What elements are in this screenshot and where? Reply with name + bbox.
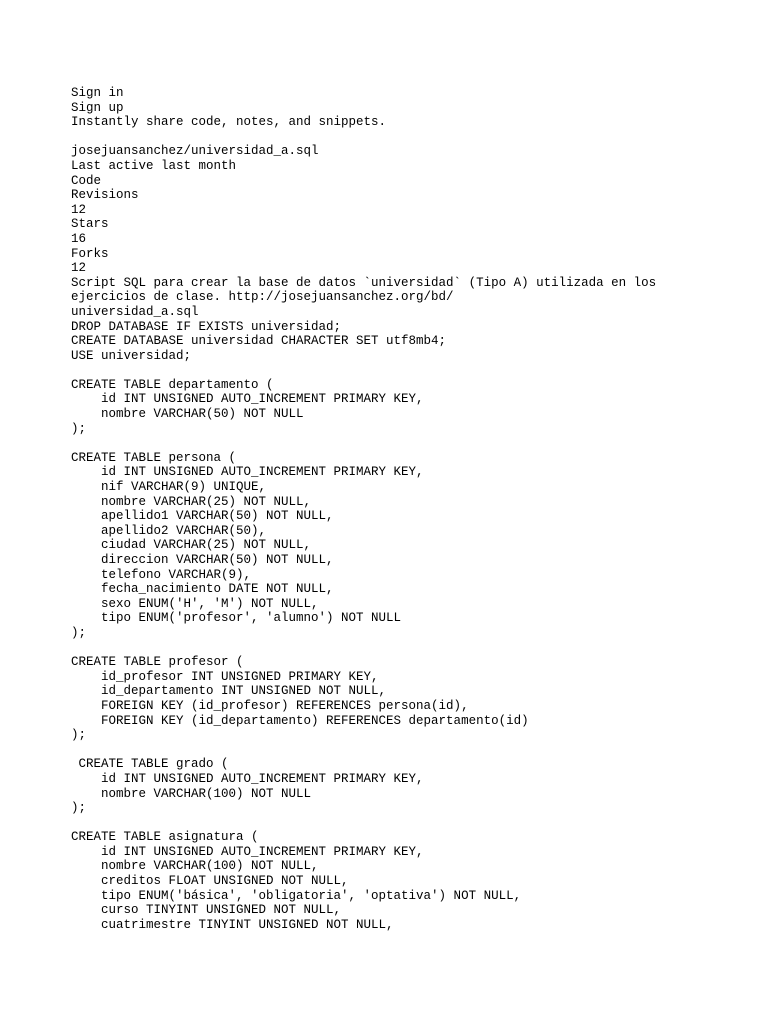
code-line: CREATE DATABASE universidad CHARACTER SET utf8mb4;	[71, 334, 447, 349]
code-line: cuatrimestre TINYINT UNSIGNED NOT NULL,	[71, 917, 394, 932]
code-line: id INT UNSIGNED AUTO_INCREMENT PRIMARY KEY,	[71, 771, 424, 786]
code-line: creditos FLOAT UNSIGNED NOT NULL,	[71, 874, 349, 889]
code-line: nombre VARCHAR(100) NOT NULL	[71, 786, 312, 801]
tab-revisions[interactable]: Revisions	[71, 188, 139, 203]
sign-in-link[interactable]: Sign in	[71, 86, 124, 100]
code-block	[71, 320, 751, 933]
code-line: apellido2 VARCHAR(50),	[71, 523, 267, 538]
code-line: );	[71, 801, 87, 816]
tab-stars[interactable]: Stars	[71, 217, 109, 232]
file-name-link[interactable]: universidad_a.sql	[71, 304, 199, 319]
gist-description-line-1: Script SQL para crear la base de datos `universidad` (Tipo A) utilizada en los	[71, 275, 657, 290]
code-line: ciudad VARCHAR(25) NOT NULL,	[71, 538, 312, 553]
code-line	[71, 641, 751, 656]
spacer	[71, 130, 751, 145]
code-line: nombre VARCHAR(25) NOT NULL,	[71, 494, 312, 509]
code-line	[71, 816, 751, 831]
code-line: CREATE TABLE grado (	[71, 757, 229, 772]
code-line: FOREIGN KEY (id_departamento) REFERENCES departamento(id)	[71, 713, 529, 728]
code-line: telefono VARCHAR(9),	[71, 567, 252, 582]
code-line: nombre VARCHAR(100) NOT NULL,	[71, 859, 319, 874]
code-line: tipo ENUM('básica', 'obligatoria', 'optativa') NOT NULL,	[71, 888, 522, 903]
code-line: FOREIGN KEY (id_profesor) REFERENCES persona(id),	[71, 698, 469, 713]
revisions-count: 12	[71, 202, 87, 217]
gist-page	[71, 86, 751, 932]
last-active-text: Last active last month	[71, 158, 237, 173]
code-line: );	[71, 421, 87, 436]
code-line: id_profesor INT UNSIGNED PRIMARY KEY,	[71, 669, 379, 684]
code-line: nombre VARCHAR(50) NOT NULL	[71, 407, 304, 422]
code-line	[71, 743, 751, 758]
code-line: id INT UNSIGNED AUTO_INCREMENT PRIMARY KEY,	[71, 844, 424, 859]
code-line	[71, 436, 751, 451]
code-line: fecha_nacimiento DATE NOT NULL,	[71, 582, 334, 597]
code-line: id_departamento INT UNSIGNED NOT NULL,	[71, 684, 387, 699]
tab-code[interactable]: Code	[71, 173, 102, 188]
gist-title-link[interactable]: josejuansanchez/universidad_a.sql	[71, 144, 319, 159]
gist-description-line-2: ejercicios de clase. http://josejuansanchez.org/bd/	[71, 290, 454, 305]
code-line	[71, 363, 751, 378]
code-line: id INT UNSIGNED AUTO_INCREMENT PRIMARY KEY,	[71, 465, 424, 480]
code-line: );	[71, 728, 87, 743]
code-line: );	[71, 625, 87, 640]
code-line: curso TINYINT UNSIGNED NOT NULL,	[71, 903, 342, 918]
code-line: sexo ENUM('H', 'M') NOT NULL,	[71, 596, 319, 611]
code-line: USE universidad;	[71, 348, 192, 363]
stars-count: 16	[71, 231, 87, 246]
code-line: CREATE TABLE profesor (	[71, 655, 244, 670]
code-line: id INT UNSIGNED AUTO_INCREMENT PRIMARY KEY,	[71, 392, 424, 407]
code-line: tipo ENUM('profesor', 'alumno') NOT NULL	[71, 611, 402, 626]
code-line: nif VARCHAR(9) UNIQUE,	[71, 480, 267, 495]
code-line: CREATE TABLE departamento (	[71, 377, 274, 392]
forks-count: 12	[71, 261, 87, 276]
sign-up-link[interactable]: Sign up	[71, 100, 124, 115]
tab-forks[interactable]: Forks	[71, 246, 109, 261]
code-line: DROP DATABASE IF EXISTS universidad;	[71, 319, 342, 334]
code-line: CREATE TABLE persona (	[71, 450, 237, 465]
code-line: apellido1 VARCHAR(50) NOT NULL,	[71, 509, 334, 524]
code-line: direccion VARCHAR(50) NOT NULL,	[71, 553, 334, 567]
code-line: CREATE TABLE asignatura (	[71, 830, 259, 845]
tagline: Instantly share code, notes, and snippets.	[71, 115, 387, 130]
